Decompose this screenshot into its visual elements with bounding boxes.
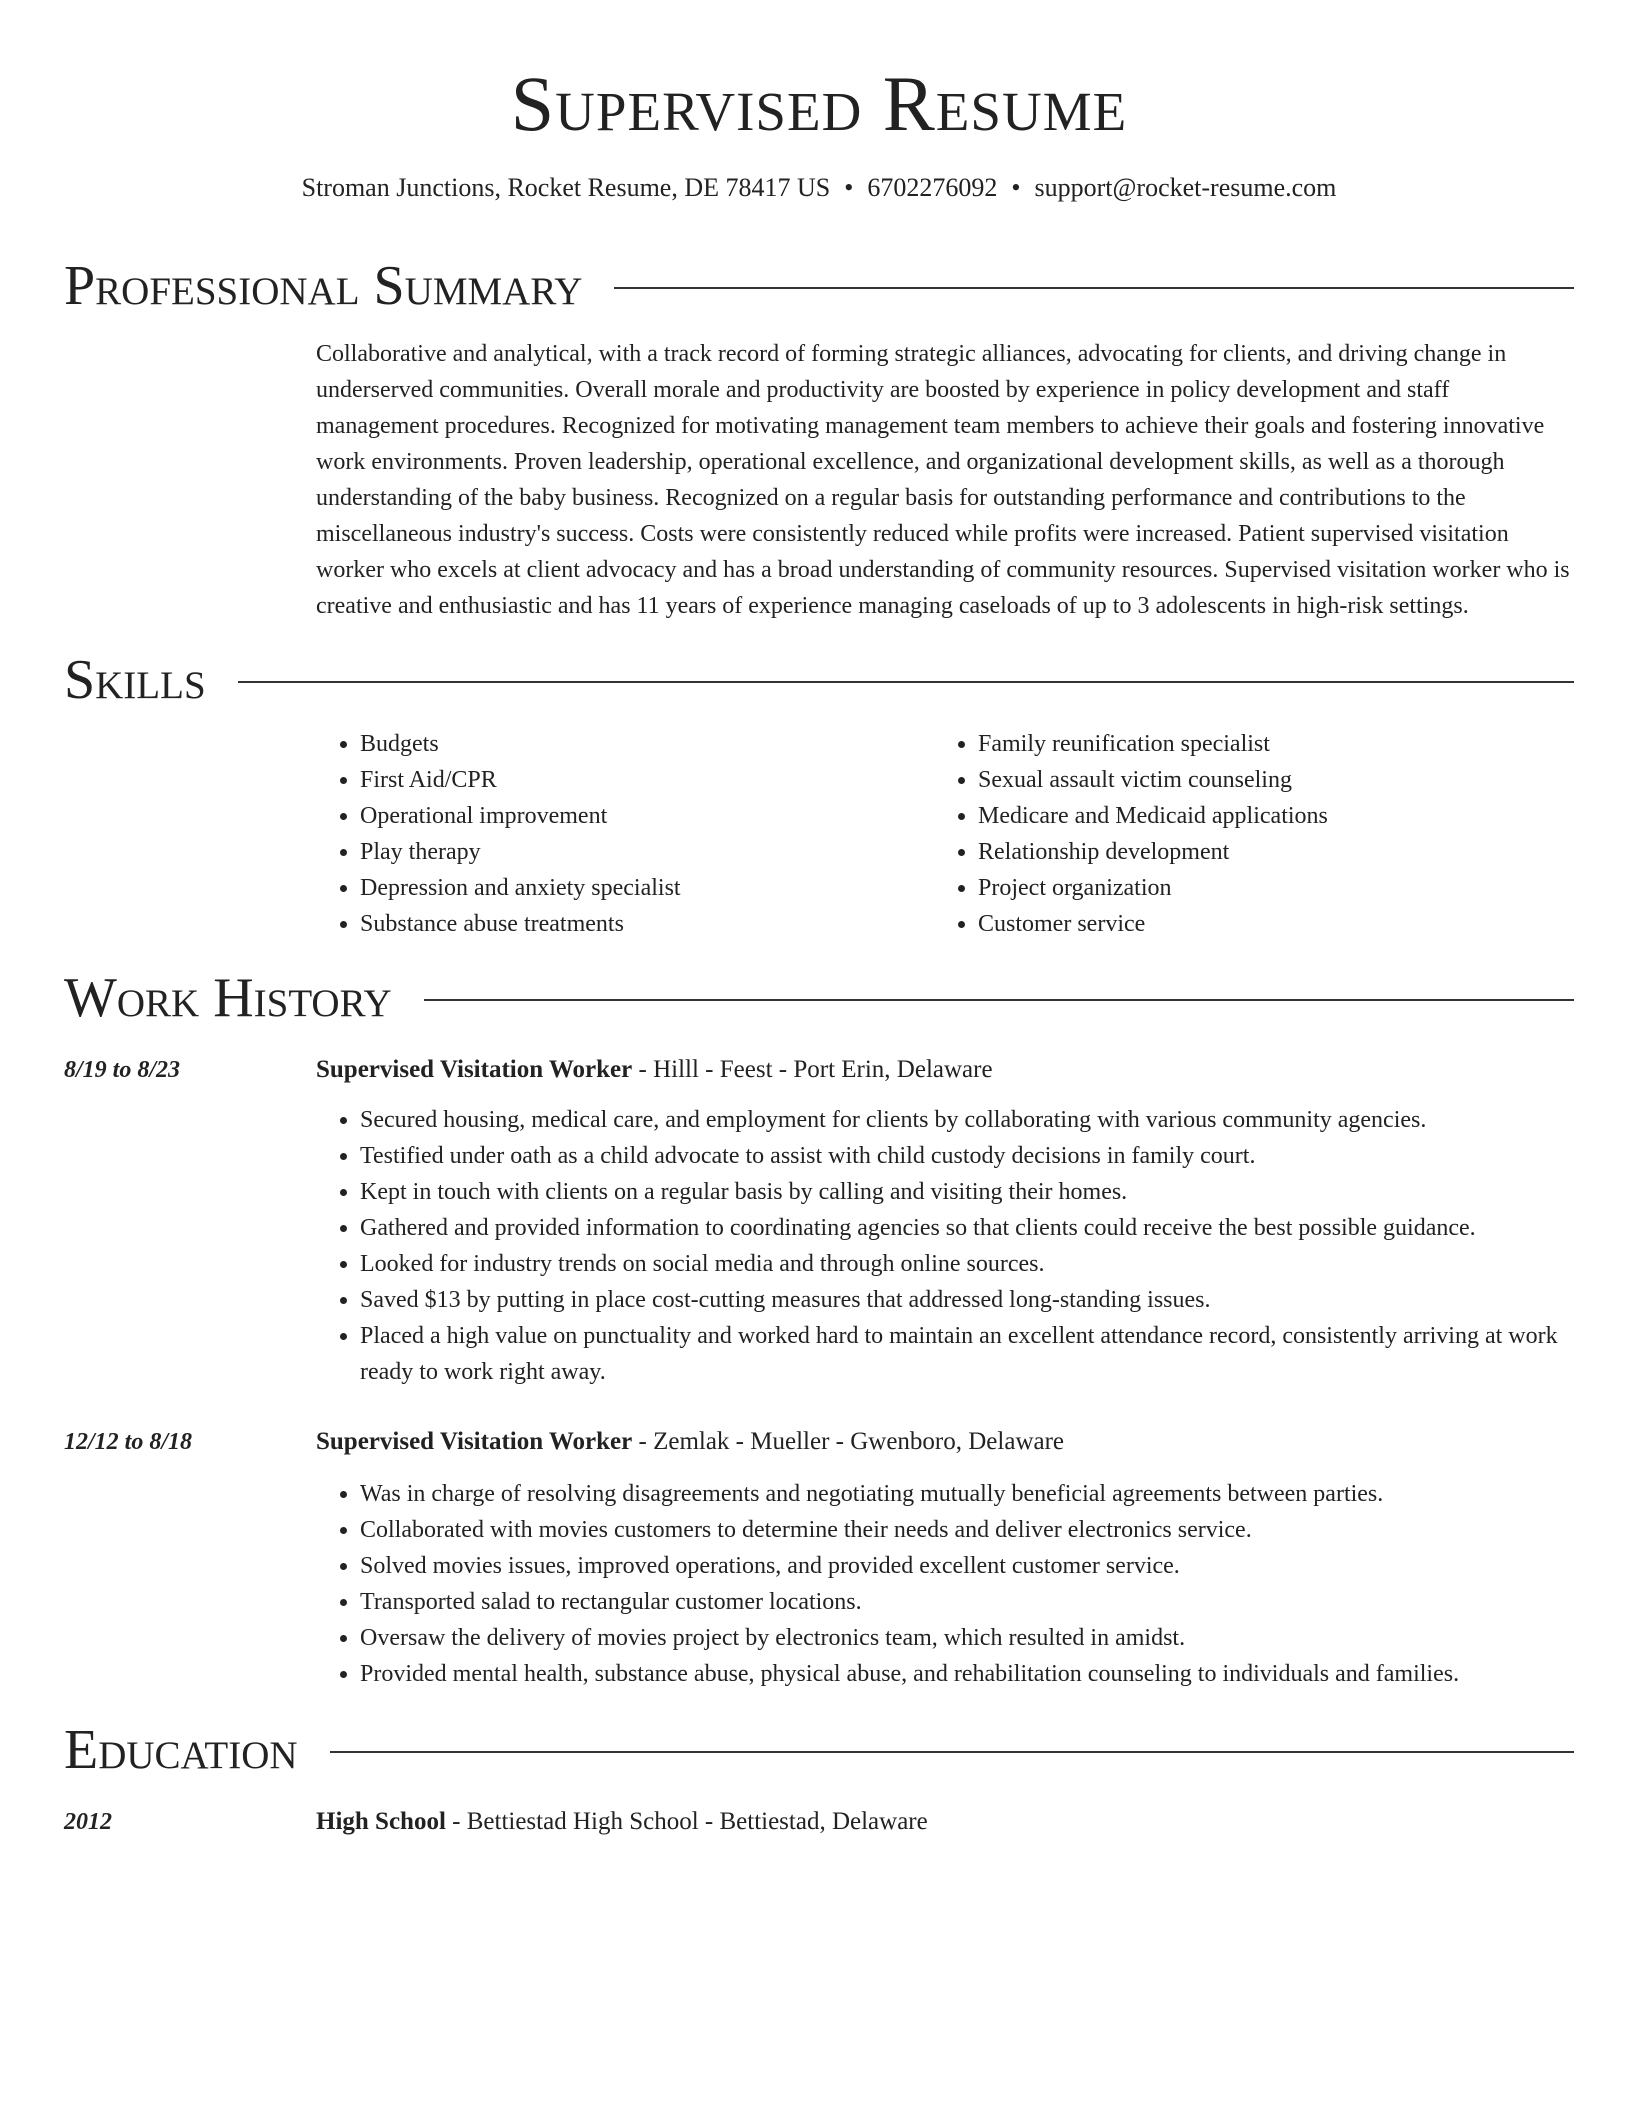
job-bullet: • Provided mental health, substance abuse, physical abuse, and rehabilitation counseling to individuals and families. (360, 1656, 1574, 1692)
skill-item: • Customer service (978, 906, 1554, 942)
job-title: Supervised Visitation Worker (316, 1056, 633, 1083)
section-divider (330, 1751, 1574, 1753)
skills-heading: Skills (64, 649, 206, 711)
job-bullet: • Looked for industry trends on social media and through online sources. (360, 1246, 1574, 1282)
work-section-header (64, 966, 1574, 1030)
skill-item: • Relationship development (978, 834, 1554, 870)
education-school: - Bettiestad High School - Bettiestad, Delaware (445, 1808, 928, 1835)
skill-item: • Operational improvement (360, 798, 934, 834)
summary-text: Collaborative and analytical, with a track record of forming strategic alliances, advocating for clients, and driving change in underserved communities. Overall morale and productivity are boosted by experience in policy development and staff management procedures. Recognized for motivating management team members to achieve their goals and fostering innovative work environments. Proven leadership, operational excellence, and organizational development skills, as well as a thorough understanding of the baby business. Recognized on a regular basis for outstanding performance and contributions to the miscellaneous industry's success. Costs were consistently reduced while profits were increased. Patient supervised visitation worker who excels at client advocacy and has a broad understanding of community resources. Supervised visitation worker who is creative and enthusiastic and has 11 years of experience managing caseloads of up to 3 adolescents in high-risk settings. (316, 341, 1570, 619)
education-line (316, 1804, 1574, 1840)
education-heading: Education (64, 1719, 298, 1781)
job-dates: 8/19 to 8/23 (64, 1057, 181, 1083)
contact-separator: • (844, 173, 854, 202)
education-entry (64, 1804, 1574, 1840)
summary-heading: Professional Summary (64, 255, 583, 317)
job-bullets (316, 1102, 1574, 1390)
job-bullet: • Collaborated with movies customers to determine their needs and deliver electronics service. (360, 1512, 1574, 1548)
contact-separator: • (1011, 173, 1021, 202)
contact-address: Stroman Junctions, Rocket Resume, DE 78417 US (301, 173, 831, 202)
contact-phone: 6702276092 (867, 173, 998, 202)
section-divider (614, 287, 1574, 289)
job-bullet: • Secured housing, medical care, and employment for clients by collaborating with various community agencies. (360, 1102, 1574, 1138)
summary-section-header (64, 254, 1574, 318)
job-entry (64, 1052, 1574, 1390)
skill-item: • Substance abuse treatments (360, 906, 934, 942)
job-employer: - Zemlak - Mueller - Gwenboro, Delaware (632, 1428, 1065, 1455)
job-bullet: • Gathered and provided information to coordinating agencies so that clients could receive the best possible guidance. (360, 1210, 1574, 1246)
skill-item: • First Aid/CPR (360, 762, 934, 798)
resume-page (64, 0, 1574, 1840)
skills-section-header (64, 648, 1574, 712)
job-bullets (316, 1476, 1574, 1692)
resume-title: Supervised Resume (510, 60, 1128, 147)
job-bullet: • Saved $13 by putting in place cost-cutting measures that addressed long-standing issues. (360, 1282, 1574, 1318)
skills-grid (316, 726, 1574, 942)
job-dates: 12/12 to 8/18 (64, 1429, 193, 1455)
education-year: 2012 (64, 1809, 112, 1835)
job-bullet: • Testified under oath as a child advocate to assist with child custody decisions in family court. (360, 1138, 1574, 1174)
job-title: Supervised Visitation Worker (316, 1428, 633, 1455)
skills-list-right (934, 726, 1554, 942)
skill-item: • Medicare and Medicaid applications (978, 798, 1554, 834)
job-bullet: • Was in charge of resolving disagreements and negotiating mutually beneficial agreements between parties. (360, 1476, 1574, 1512)
job-employer: - Hilll - Feest - Port Erin, Delaware (632, 1056, 993, 1083)
skill-item: • Family reunification specialist (978, 726, 1554, 762)
job-body (316, 1052, 1574, 1390)
job-bullet: • Placed a high value on punctuality and worked hard to maintain an excellent attendance record, consistently arriving at work ready to work right away. (360, 1318, 1574, 1390)
skills-list-left (316, 726, 934, 942)
skill-item: • Sexual assault victim counseling (978, 762, 1554, 798)
job-bullet: • Oversaw the delivery of movies project by electronics team, which resulted in amidst. (360, 1620, 1574, 1656)
job-bullet: • Solved movies issues, improved operations, and provided excellent customer service. (360, 1548, 1574, 1584)
skill-item: • Budgets (360, 726, 934, 762)
skill-item: • Project organization (978, 870, 1554, 906)
job-entry (64, 1424, 1574, 1692)
education-body (316, 1804, 1574, 1840)
section-divider (238, 681, 1574, 683)
work-heading: Work History (64, 967, 392, 1029)
education-section-header (64, 1718, 1574, 1782)
skill-item: • Depression and anxiety specialist (360, 870, 934, 906)
section-divider (424, 999, 1574, 1001)
education-degree: High School (316, 1808, 446, 1835)
contact-email[interactable]: support@rocket-resume.com (1034, 173, 1337, 202)
contact-line (64, 172, 1574, 204)
job-heading-line (316, 1424, 1574, 1460)
job-heading-line (316, 1052, 1574, 1088)
skill-item: • Play therapy (360, 834, 934, 870)
job-body (316, 1424, 1574, 1692)
job-bullet: • Transported salad to rectangular customer locations. (360, 1584, 1574, 1620)
job-bullet: • Kept in touch with clients on a regular basis by calling and visiting their homes. (360, 1174, 1574, 1210)
